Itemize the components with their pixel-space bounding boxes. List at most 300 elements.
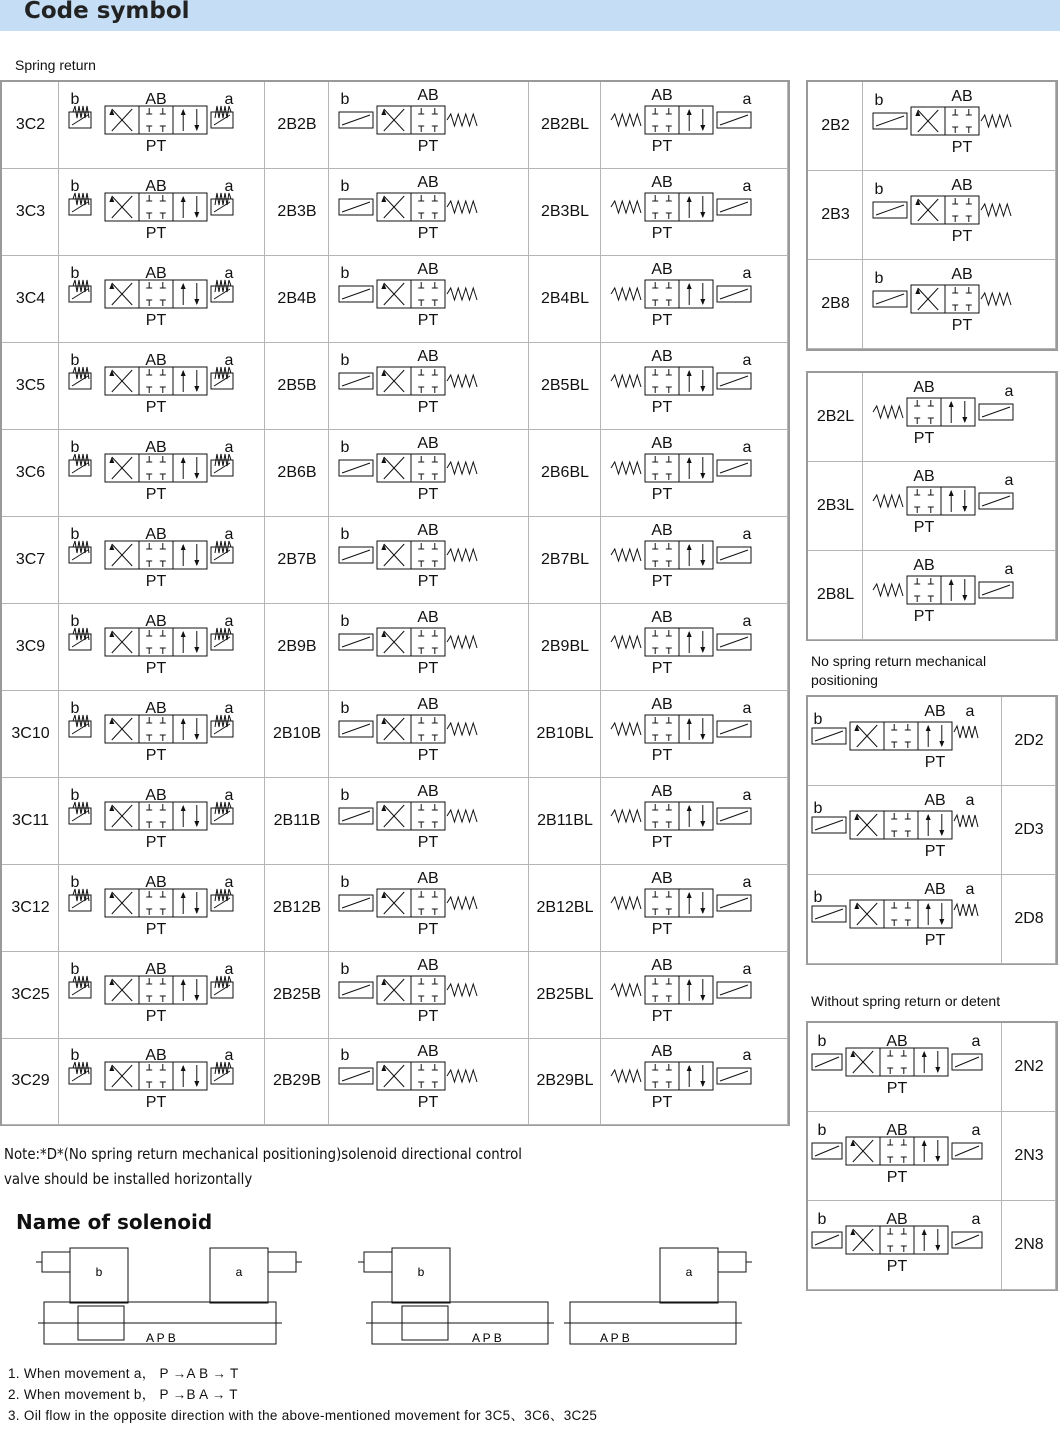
main-row-0-col-2 — [265, 82, 329, 169]
t1-row-0-sym — [863, 82, 1056, 171]
port-b-label: b — [70, 525, 80, 543]
main-row-6-col-2 — [265, 604, 329, 691]
valve — [329, 347, 529, 442]
port-a-label: a — [742, 612, 752, 630]
valve — [329, 956, 529, 1051]
main-row-10-col-5 — [601, 952, 788, 1039]
port-pt-label: PT — [651, 1094, 673, 1111]
main-row-10-col-3 — [329, 952, 529, 1039]
valve — [601, 173, 788, 268]
main-row-11-col-3 — [329, 1039, 529, 1125]
valve-code: 2B6BL — [540, 463, 590, 481]
main-row-0-col-3 — [329, 82, 529, 169]
port-pt-label: PT — [913, 429, 935, 447]
main-row-3-col-2 — [265, 343, 329, 430]
port-pt-label: PT — [145, 398, 167, 416]
valve-code: 2B11B — [273, 811, 321, 829]
valve-symbol — [611, 957, 752, 1025]
port-labels: A P B — [146, 1331, 176, 1345]
valve-code: 2B12B — [272, 898, 322, 916]
t1-row-2-sym — [863, 260, 1056, 349]
valve — [59, 1047, 265, 1136]
main-row-8-col-4 — [529, 778, 601, 865]
port-pt-label: PT — [417, 398, 439, 416]
valve-code: 3C10 — [11, 724, 50, 742]
port-ab-label: AB — [145, 699, 167, 717]
valve — [329, 434, 529, 529]
port-ab-label: AB — [417, 869, 439, 887]
without-spring-label: Without spring return or detent — [811, 993, 1001, 1009]
valve-symbol — [339, 609, 477, 677]
solenoid-section-title: Name of solenoid — [16, 1210, 213, 1234]
valve-symbol — [69, 700, 234, 764]
port-ab-label: AB — [651, 86, 673, 104]
valve-symbol — [611, 348, 752, 416]
port-ab-label: AB — [145, 612, 167, 630]
port-pt-label: PT — [417, 920, 439, 938]
valve-code: 3C7 — [15, 550, 46, 568]
port-a-label: a — [965, 702, 975, 720]
coil-label: b — [95, 1265, 103, 1279]
port-ab-label: AB — [417, 260, 439, 278]
valve-symbol — [611, 87, 752, 155]
port-pt-label: PT — [145, 485, 167, 503]
valve — [601, 695, 788, 790]
port-b-label: b — [340, 612, 350, 630]
port-pt-label: PT — [651, 1007, 673, 1025]
valve-symbol — [339, 696, 477, 764]
main-row-11-col-1 — [59, 1039, 265, 1125]
t3-row-1-code — [1002, 786, 1056, 875]
port-a-label: a — [224, 177, 234, 195]
main-row-9-col-2 — [265, 865, 329, 952]
valve-code: 2B25BL — [536, 985, 594, 1003]
port-ab-label: AB — [651, 1043, 673, 1060]
port-pt-label: PT — [886, 1079, 908, 1097]
main-row-5-col-2 — [265, 517, 329, 604]
valve-code: 3C9 — [15, 637, 46, 655]
port-b-label: b — [70, 438, 80, 456]
valve — [601, 521, 788, 616]
valve-code: 2B8 — [821, 294, 850, 312]
port-a-label: a — [971, 1121, 981, 1139]
port-b-label: b — [813, 799, 823, 817]
valve — [601, 869, 788, 964]
main-row-4-col-1 — [59, 430, 265, 517]
valve-symbol — [69, 1047, 234, 1111]
port-pt-label: PT — [651, 485, 673, 503]
port-pt-label: PT — [417, 485, 439, 503]
note-line-2: valve should be installed horizontally — [4, 1170, 253, 1188]
main-row-1-col-0 — [2, 169, 59, 256]
valve — [863, 556, 1056, 653]
port-a-label: a — [742, 177, 752, 195]
footnote-1: 1. When movement a， P →A B → T — [8, 1366, 239, 1381]
side-table-2d — [806, 695, 1058, 965]
valve-code: 3C2 — [15, 115, 46, 133]
port-ab-label: AB — [651, 782, 673, 800]
valve — [59, 438, 265, 529]
valve-symbol — [812, 792, 978, 860]
port-b-label: b — [817, 1121, 827, 1139]
port-a-label: a — [224, 873, 234, 891]
valve-code: 2B2B — [277, 115, 317, 133]
t4-row-2-sym — [808, 1201, 1002, 1290]
valve — [329, 86, 529, 181]
port-ab-label: AB — [145, 960, 167, 978]
port-a-label: a — [742, 438, 752, 456]
port-ab-label: AB — [651, 869, 673, 887]
port-b-label: b — [340, 90, 350, 108]
main-row-4-col-0 — [2, 430, 59, 517]
t1-row-2-code — [808, 260, 863, 349]
port-pt-label: PT — [951, 138, 973, 156]
main-row-2-col-5 — [601, 256, 788, 343]
main-row-9-col-0 — [2, 865, 59, 952]
port-ab-label: AB — [145, 438, 167, 456]
valve-symbol — [611, 870, 752, 938]
t4-row-2-code — [1002, 1201, 1056, 1290]
port-pt-label: PT — [145, 572, 167, 590]
port-ab-label: AB — [651, 608, 673, 626]
port-ab-label: AB — [913, 378, 935, 396]
port-a-label: a — [224, 699, 234, 717]
t2-row-2-sym — [863, 551, 1056, 640]
main-row-11-col-0 — [2, 1039, 59, 1125]
main-row-1-col-1 — [59, 169, 265, 256]
port-a-label: a — [965, 880, 975, 898]
t2-row-0-code — [808, 373, 863, 462]
port-b-label: b — [340, 351, 350, 369]
valve-symbol — [812, 1211, 982, 1275]
valve — [59, 960, 265, 1051]
port-pt-label: PT — [651, 137, 673, 155]
port-b-label: b — [817, 1032, 827, 1050]
port-a-label: a — [742, 264, 752, 282]
valve-code: 3C4 — [15, 289, 46, 307]
valve-symbol — [69, 91, 234, 155]
valve — [601, 434, 788, 529]
main-row-11-col-4 — [529, 1039, 601, 1125]
main-row-5-col-0 — [2, 517, 59, 604]
main-row-1-col-5 — [601, 169, 788, 256]
main-row-6-col-4 — [529, 604, 601, 691]
main-row-10-col-4 — [529, 952, 601, 1039]
main-row-2-col-3 — [329, 256, 529, 343]
port-a-label: a — [224, 612, 234, 630]
main-row-9-col-1 — [59, 865, 265, 952]
main-row-8-col-5 — [601, 778, 788, 865]
t2-row-2-code — [808, 551, 863, 640]
valve-code: 2D3 — [1014, 820, 1044, 838]
port-a-label: a — [971, 1032, 981, 1050]
port-ab-label: AB — [651, 695, 673, 713]
valve-symbol — [339, 87, 477, 155]
port-b-label: b — [70, 90, 80, 108]
valve-symbol — [812, 703, 978, 771]
valve-symbol — [339, 261, 477, 329]
valve-code: 2D8 — [1014, 909, 1044, 927]
valve — [329, 869, 529, 964]
coil-label: b — [417, 1265, 425, 1279]
port-pt-label: PT — [145, 746, 167, 764]
port-ab-label: AB — [417, 695, 439, 713]
valve-symbol — [339, 870, 477, 938]
valve-symbol — [339, 1043, 477, 1111]
valve — [329, 608, 529, 703]
valve — [329, 173, 529, 268]
valve-code: 2B4BL — [540, 289, 590, 307]
port-b-label: b — [70, 1047, 80, 1064]
valve — [59, 264, 265, 355]
valve-code: 2B10BL — [536, 724, 594, 742]
main-row-11-col-5 — [601, 1039, 788, 1125]
port-pt-label: PT — [951, 316, 973, 334]
main-row-9-col-3 — [329, 865, 529, 952]
port-a-label: a — [224, 351, 234, 369]
valve-symbol — [69, 439, 234, 503]
valve-code: 2B2 — [821, 116, 850, 134]
port-pt-label: PT — [924, 931, 946, 949]
valve-symbol — [69, 526, 234, 590]
main-row-8-col-3 — [329, 778, 529, 865]
port-ab-label: AB — [145, 873, 167, 891]
port-labels: A P B — [472, 1331, 502, 1345]
valve-symbol — [873, 379, 1014, 447]
port-a-label: a — [742, 90, 752, 108]
valve-code: 3C25 — [11, 985, 50, 1003]
main-row-8-col-1 — [59, 778, 265, 865]
no-spring-label-line2: positioning — [811, 672, 878, 688]
port-pt-label: PT — [651, 224, 673, 242]
t3-row-0-code — [1002, 697, 1056, 786]
valve-code: 2B9B — [277, 637, 317, 655]
port-pt-label: PT — [651, 398, 673, 416]
side-table-2n — [806, 1021, 1058, 1291]
port-pt-label: PT — [145, 1007, 167, 1025]
valve-symbol — [339, 783, 477, 851]
valve-code: 2B7BL — [540, 550, 590, 568]
main-row-6-col-0 — [2, 604, 59, 691]
port-a-label: a — [224, 960, 234, 978]
t4-row-0-code — [1002, 1023, 1056, 1112]
main-row-0-col-4 — [529, 82, 601, 169]
port-a-label: a — [224, 90, 234, 108]
valve-symbol — [69, 613, 234, 677]
port-pt-label: PT — [417, 746, 439, 764]
port-pt-label: PT — [951, 227, 973, 245]
main-row-6-col-1 — [59, 604, 265, 691]
port-pt-label: PT — [417, 1094, 439, 1111]
port-a-label: a — [224, 525, 234, 543]
port-ab-label: AB — [417, 86, 439, 104]
valve — [329, 521, 529, 616]
port-ab-label: AB — [651, 956, 673, 974]
port-ab-label: AB — [651, 434, 673, 452]
no-spring-label-line1: No spring return mechanical — [811, 653, 987, 669]
port-pt-label: PT — [145, 920, 167, 938]
valve-code: 2B9BL — [540, 637, 590, 655]
t3-row-1-sym — [808, 786, 1002, 875]
port-b-label: b — [874, 180, 884, 198]
port-pt-label: PT — [145, 224, 167, 242]
valve-symbol — [611, 1043, 752, 1111]
main-row-10-col-2 — [265, 952, 329, 1039]
main-row-5-col-4 — [529, 517, 601, 604]
valve — [59, 699, 265, 790]
main-row-2-col-4 — [529, 256, 601, 343]
main-row-3-col-3 — [329, 343, 529, 430]
valve-symbol — [873, 88, 1011, 156]
valve — [59, 177, 265, 268]
valve-code: 2B3B — [277, 202, 317, 220]
valve-code: 2B10B — [272, 724, 322, 742]
port-ab-label: AB — [145, 525, 167, 543]
side-table-2bl — [806, 371, 1058, 641]
port-b-label: b — [340, 960, 350, 978]
valve-symbol — [339, 348, 477, 416]
main-row-0-col-0 — [2, 82, 59, 169]
port-ab-label: AB — [951, 176, 973, 194]
valve-symbol — [69, 874, 234, 938]
port-ab-label: AB — [417, 956, 439, 974]
valve-code: 3C6 — [15, 463, 46, 481]
port-pt-label: PT — [417, 311, 439, 329]
port-a-label: a — [1004, 382, 1014, 400]
port-ab-label: AB — [951, 87, 973, 105]
valve-symbol — [69, 787, 234, 851]
valve-symbol — [812, 1033, 982, 1097]
port-pt-label: PT — [417, 659, 439, 677]
main-row-9-col-4 — [529, 865, 601, 952]
port-ab-label: AB — [145, 177, 167, 195]
t4-row-1-code — [1002, 1112, 1056, 1201]
port-a-label: a — [224, 438, 234, 456]
port-ab-label: AB — [924, 702, 946, 720]
valve-symbol — [873, 266, 1011, 334]
side-table-2b — [806, 80, 1058, 351]
valve-code: 2B8L — [816, 585, 855, 603]
valve-symbol — [611, 174, 752, 242]
port-pt-label: PT — [886, 1168, 908, 1186]
main-row-3-col-5 — [601, 343, 788, 430]
valve-code: 2B3BL — [540, 202, 590, 220]
valve-symbol — [69, 961, 234, 1025]
valve — [59, 351, 265, 442]
port-a-label: a — [1004, 471, 1014, 489]
valve-code: 2N3 — [1014, 1146, 1044, 1164]
valve-code: 3C12 — [11, 898, 50, 916]
port-a-label: a — [742, 525, 752, 543]
main-row-4-col-5 — [601, 430, 788, 517]
coil-label: a — [685, 1265, 693, 1279]
valve-code: 2B29BL — [536, 1072, 594, 1089]
main-row-2-col-0 — [2, 256, 59, 343]
valve — [329, 782, 529, 877]
port-a-label: a — [742, 351, 752, 369]
t3-row-2-sym — [808, 875, 1002, 964]
valve — [329, 695, 529, 790]
valve-code: 2B6B — [277, 463, 317, 481]
port-pt-label: PT — [417, 572, 439, 590]
valve-code: 2N8 — [1014, 1235, 1044, 1253]
valve-code: 2B11BL — [537, 811, 593, 829]
main-row-7-col-0 — [2, 691, 59, 778]
port-pt-label: PT — [145, 137, 167, 155]
valve — [601, 782, 788, 877]
t4-row-0-sym — [808, 1023, 1002, 1112]
valve — [59, 786, 265, 877]
port-pt-label: PT — [886, 1257, 908, 1275]
port-ab-label: AB — [145, 90, 167, 108]
port-pt-label: PT — [924, 753, 946, 771]
main-row-0-col-1 — [59, 82, 265, 169]
port-ab-label: AB — [145, 1047, 167, 1064]
port-ab-label: AB — [417, 347, 439, 365]
installation-note — [4, 1142, 522, 1192]
port-a-label: a — [742, 699, 752, 717]
valve-symbol — [873, 177, 1011, 245]
port-a-label: a — [965, 791, 975, 809]
port-b-label: b — [70, 612, 80, 630]
valve — [601, 260, 788, 355]
spring-return-label: Spring return — [15, 57, 96, 73]
note-line-1: Note:*D*(No spring return mechanical positioning)solenoid directional control — [4, 1145, 523, 1163]
t4-row-1-sym — [808, 1112, 1002, 1201]
port-ab-label: AB — [651, 260, 673, 278]
port-a-label: a — [742, 873, 752, 891]
coil-label: a — [235, 1265, 243, 1279]
valve-symbol — [873, 557, 1014, 625]
valve — [59, 873, 265, 964]
port-pt-label: PT — [651, 311, 673, 329]
valve-code: 3C11 — [11, 811, 50, 829]
port-ab-label: AB — [417, 608, 439, 626]
port-pt-label: PT — [913, 518, 935, 536]
main-row-1-col-4 — [529, 169, 601, 256]
valve — [808, 1210, 1002, 1303]
valve-symbol — [339, 957, 477, 1025]
port-pt-label: PT — [651, 659, 673, 677]
port-ab-label: AB — [886, 1032, 908, 1050]
valve — [601, 608, 788, 703]
main-row-7-col-4 — [529, 691, 601, 778]
t1-row-1-sym — [863, 171, 1056, 260]
main-row-6-col-5 — [601, 604, 788, 691]
port-a-label: a — [742, 786, 752, 804]
port-b-label: b — [874, 269, 884, 287]
main-code-table — [0, 80, 790, 1126]
port-b-label: b — [340, 438, 350, 456]
t1-row-0-code — [808, 82, 863, 171]
valve — [808, 880, 1002, 977]
valve-code: 2B3L — [816, 496, 855, 514]
main-row-7-col-2 — [265, 691, 329, 778]
port-pt-label: PT — [417, 137, 439, 155]
valve-symbol — [69, 352, 234, 416]
port-ab-label: AB — [417, 173, 439, 191]
valve — [59, 90, 265, 181]
port-b-label: b — [70, 177, 80, 195]
port-pt-label: PT — [651, 833, 673, 851]
port-b-label: b — [340, 1047, 350, 1064]
main-row-5-col-1 — [59, 517, 265, 604]
header-bar — [0, 0, 1060, 31]
valve-symbol — [611, 435, 752, 503]
main-row-7-col-3 — [329, 691, 529, 778]
port-b-label: b — [340, 264, 350, 282]
footnote-2: 2. When movement b， P →B A → T — [8, 1387, 238, 1402]
